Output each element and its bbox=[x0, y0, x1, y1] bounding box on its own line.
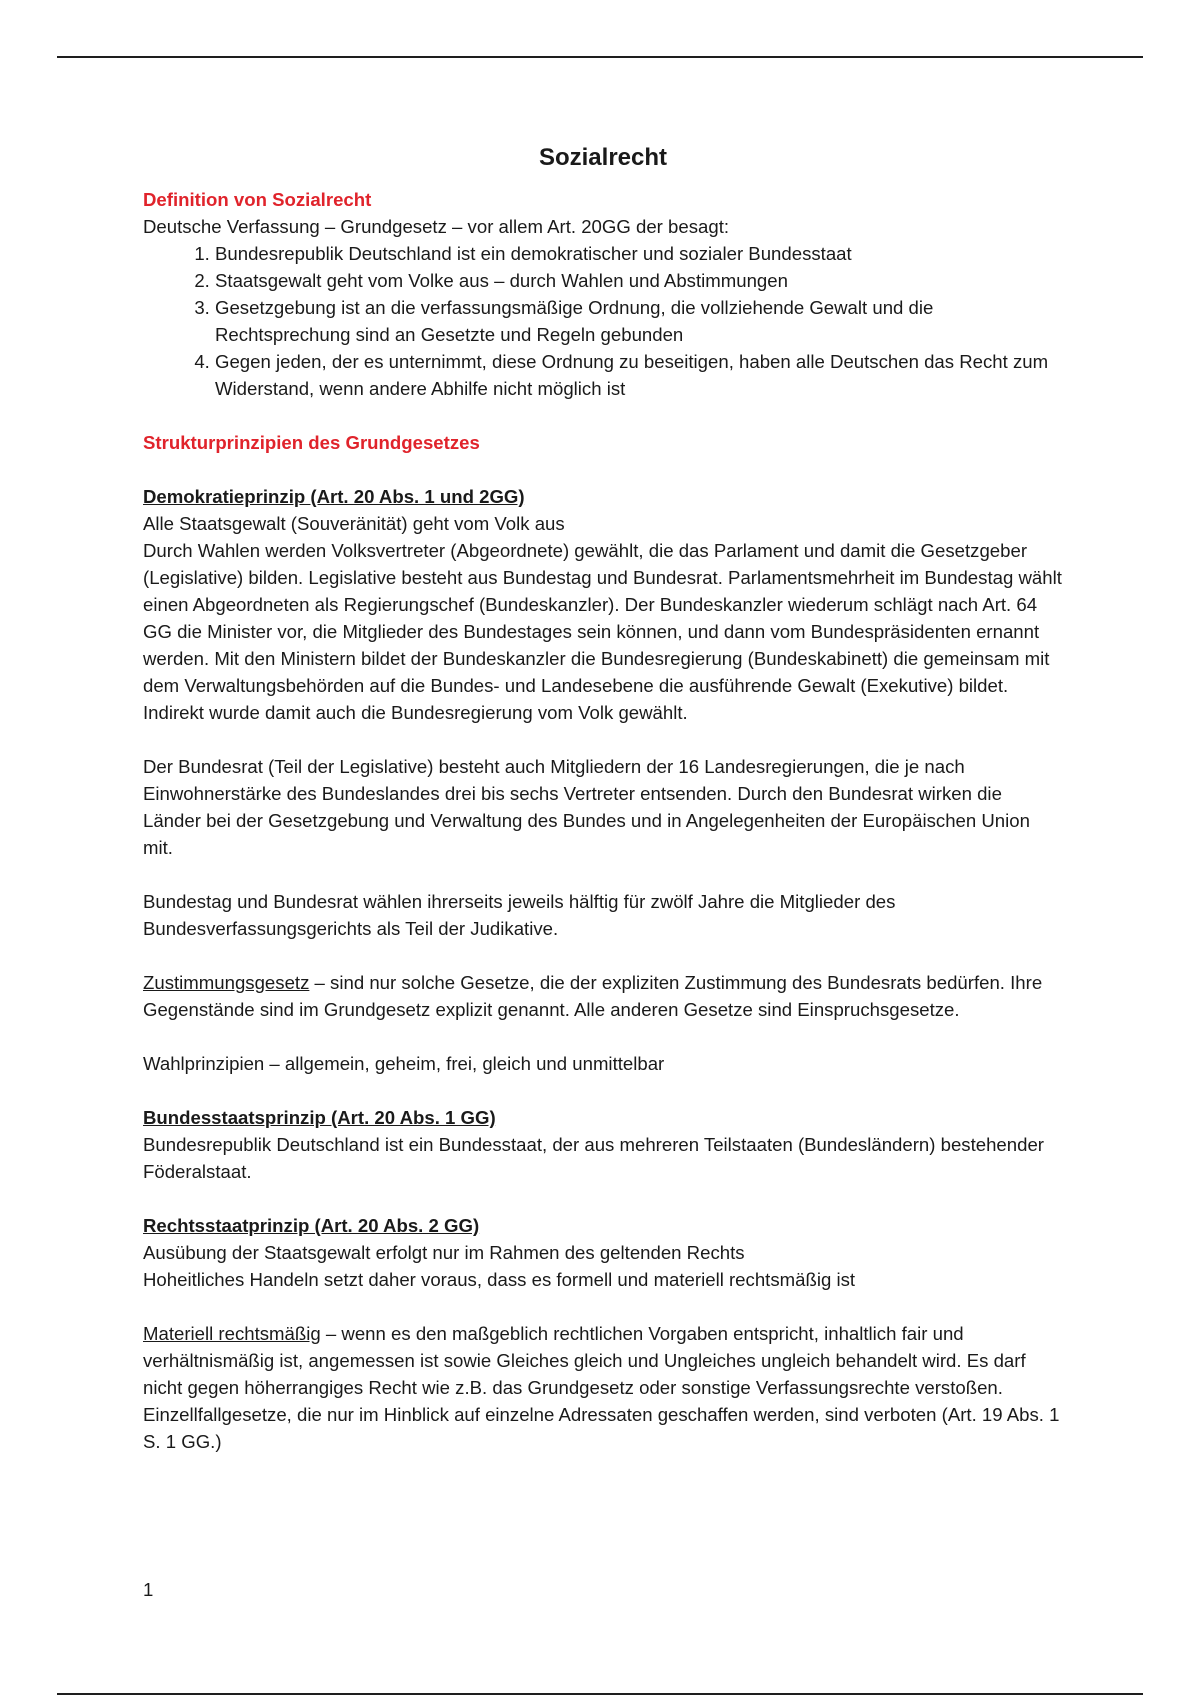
list-item: 1. Bundesrepublik Deutschland ist ein demokratischer und sozialer Bundesstaat bbox=[215, 240, 1063, 267]
zustimmungsgesetz-paragraph bbox=[143, 969, 1063, 1023]
demokratie-paragraph-2: Der Bundesrat (Teil der Legislative) besteht auch Mitgliedern der 16 Landesregierungen, die je nach Einwohnerstärke des Bundeslandes drei bis sechs Vertreter entsenden. Durch den Bundesrat wirken die Länder bei der Gesetzgebung und Verwaltung des Bundes und in Angelegenheiten der Europäischen Union mit. bbox=[143, 756, 1030, 858]
materiell-term: Materiell rechtsmäßig bbox=[143, 1323, 321, 1344]
demokratie-line: Alle Staatsgewalt (Souveränität) geht vom Volk aus bbox=[143, 513, 565, 534]
top-rule bbox=[57, 56, 1143, 58]
heading-bundesstaatsprinzip: Bundesstaatsprinzip (Art. 20 Abs. 1 GG) bbox=[143, 1107, 496, 1128]
section-heading-definition: Definition von Sozialrecht bbox=[143, 189, 372, 210]
page-title: Sozialrecht bbox=[538, 144, 668, 171]
definition-intro: Deutsche Verfassung – Grundgesetz – vor allem Art. 20GG der besagt: bbox=[143, 216, 730, 237]
section-heading-structure: Strukturprinzipien des Grundgesetzes bbox=[143, 432, 480, 453]
wahlprinzipien-line: Wahlprinzipien – allgemein, geheim, frei, gleich und unmittelbar bbox=[143, 1053, 665, 1074]
materiell-text: – wenn es den maßgeblich rechtlichen Vorgaben entspricht, inhaltlich fair und verhältnismäßig ist, angemessen ist sowie Gleiches gleich und Ungleiches ungleich behandelt wird. Es darf nicht gegen höherrangiges Recht wie z.B. das Grundgesetz oder sonstige Verfassungsrechte verstoßen. Einzellfallgesetze, die nur im Hinblick auf einzelne Adressaten geschaffen werden, sind verboten (Art. 19 Abs. 1 S. 1 GG.) bbox=[143, 1323, 1060, 1452]
list-item: 2. Staatsgewalt geht vom Volke aus – durch Wahlen und Abstimmungen bbox=[215, 267, 1063, 294]
bottom-rule bbox=[57, 1693, 1143, 1695]
rechtsstaat-line-1: Ausübung der Staatsgewalt erfolgt nur im Rahmen des geltenden Rechts bbox=[143, 1242, 745, 1263]
zustimmungsgesetz-term: Zustimmungsgesetz bbox=[143, 972, 310, 993]
rechtsstaat-line-2: Hoheitliches Handeln setzt daher voraus, dass es formell und materiell rechtsmäßig ist bbox=[143, 1269, 856, 1290]
document-page bbox=[143, 140, 1063, 1455]
heading-rechtsstaatprinzip: Rechtsstaatprinzip (Art. 20 Abs. 2 GG) bbox=[143, 1215, 480, 1236]
heading-demokratieprinzip: Demokratieprinzip (Art. 20 Abs. 1 und 2GG) bbox=[143, 486, 525, 507]
article-20-list bbox=[143, 240, 1063, 402]
materiell-paragraph bbox=[143, 1320, 1063, 1455]
bundesstaat-text: Bundesrepublik Deutschland ist ein Bundesstaat, der aus mehreren Teilstaaten (Bundesländern) bestehender Föderalstaat. bbox=[143, 1134, 1044, 1182]
zustimmungsgesetz-text: – sind nur solche Gesetze, die der expliziten Zustimmung des Bundesrats bedürfen. Ihre Gegenstände sind im Grundgesetz explizit genannt. Alle anderen Gesetze sind Einspruchsgesetze. bbox=[143, 972, 1043, 1020]
list-item: 3. Gesetzgebung ist an die verfassungsmäßige Ordnung, die vollziehende Gewalt und die Rechtsprechung sind an Gesetzte und Regeln gebunden bbox=[215, 294, 1063, 348]
list-item: 4. Gegen jeden, der es unternimmt, diese Ordnung zu beseitigen, haben alle Deutschen das Recht zum Widerstand, wenn andere Abhilfe nicht möglich ist bbox=[215, 348, 1063, 402]
demokratie-paragraph-3: Bundestag und Bundesrat wählen ihrerseits jeweils hälftig für zwölf Jahre die Mitglieder des Bundesverfassungsgerichts als Teil der Judikative. bbox=[143, 891, 896, 939]
demokratie-paragraph-1: Durch Wahlen werden Volksvertreter (Abgeordnete) gewählt, die das Parlament und damit die Gesetzgeber (Legislative) bilden. Legislative besteht aus Bundestag und Bundesrat. Parlamentsmehrheit im Bundestag wählt einen Abgeordneten als Regierungschef (Bundeskanzler). Der Bundeskanzler wiederum schlägt nach Art. 64 GG die Minister vor, die Mitglieder des Bundestages sein können, und dann vom Bundespräsidenten ernannt werden. Mit den Ministern bildet der Bundeskanzler die Bundesregierung (Bundeskabinett) die gemeinsam mit dem Verwaltungsbehörden auf die Bundes- und Landesebene die ausführende Gewalt (Exekutive) bildet. Indirekt wurde damit auch die Bundesregierung vom Volk gewählt. bbox=[143, 540, 1062, 723]
page-number: 1 bbox=[143, 1579, 154, 1600]
